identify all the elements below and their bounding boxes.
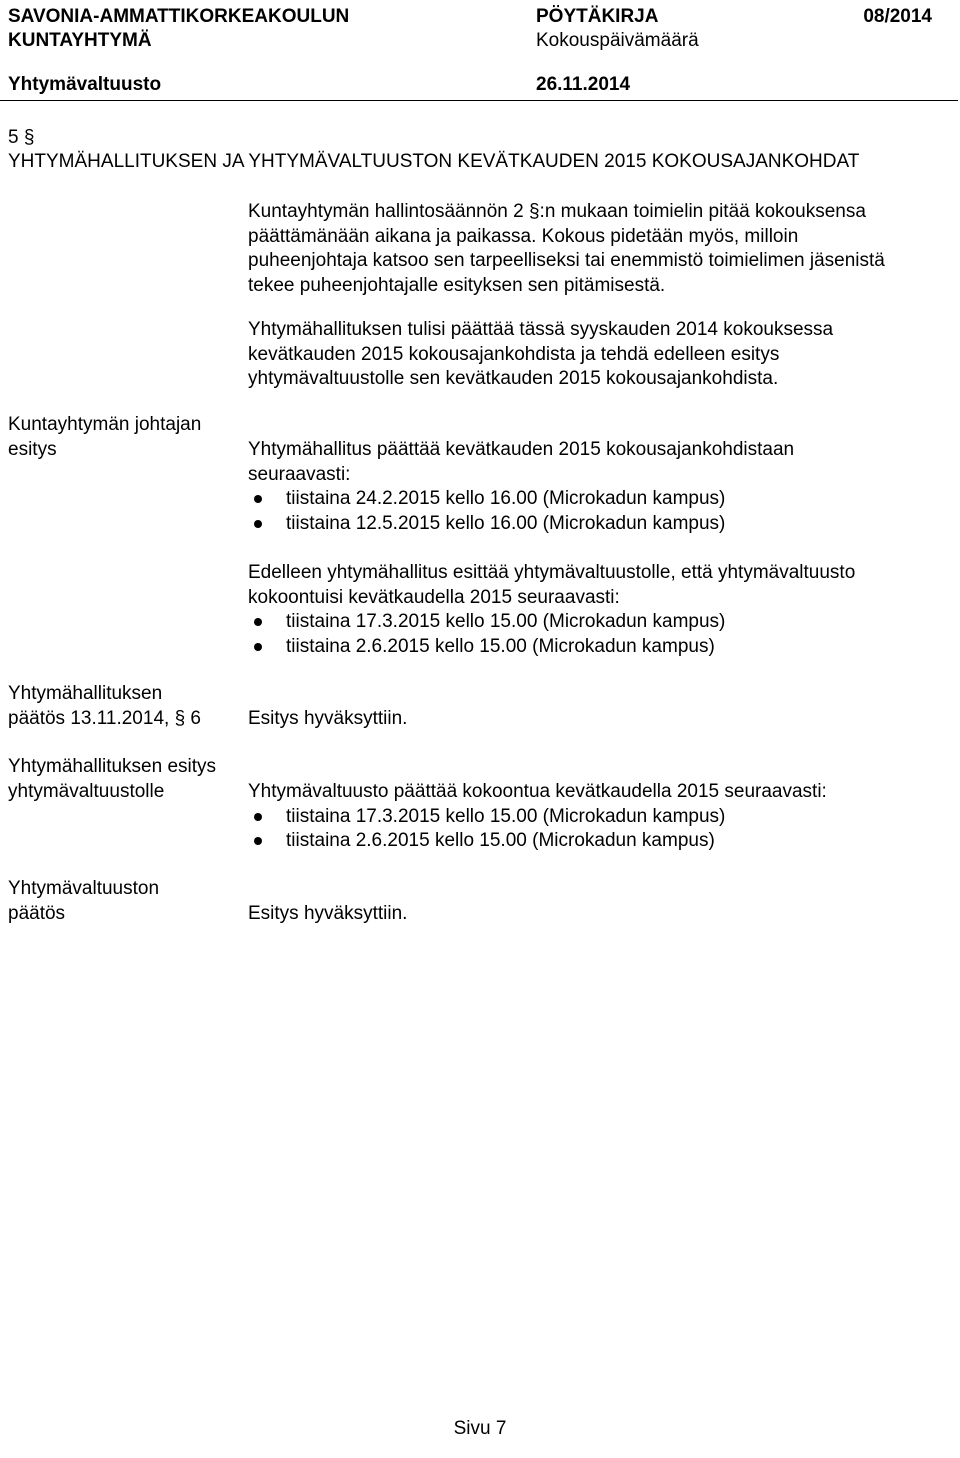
board-decision-text: Esitys hyväksyttiin. <box>248 708 408 729</box>
header-divider <box>0 100 958 101</box>
council-decision-text: Esitys hyväksyttiin. <box>248 903 408 924</box>
document-number: 08/2014 <box>863 6 932 27</box>
text-line: kevätkauden 2015 kokousajankohdista ja tehdä edelleen esitys <box>248 343 780 365</box>
text-line: Kuntayhtymän hallintosäännön 2 §:n mukaan toimielin pitää kokouksensa <box>248 201 866 222</box>
label-line: Yhtymähallituksen <box>8 683 163 704</box>
meeting-date: 26.11.2014 <box>536 74 631 95</box>
board-proposal-paragraph <box>248 780 827 854</box>
text-line: Yhtymähallituksen tulisi päättää tässä syyskauden 2014 kokouksessa <box>248 319 834 340</box>
list-item: tiistaina 12.5.2015 kello 16.00 (Microkadun kampus) <box>248 512 794 537</box>
page-number: Sivu 7 <box>453 1418 507 1439</box>
date-label: Kokouspäivämäärä <box>536 30 699 51</box>
org-name-line1: SAVONIA-AMMATTIKORKEAKOULUN <box>8 6 350 27</box>
org-name-line2: KUNTAYHTYMÄ <box>8 30 152 51</box>
text-line: kokoontuisi kevätkaudella 2015 seuraavasti: <box>248 586 620 608</box>
board-meeting-dates <box>248 487 794 536</box>
list-item: tiistaina 2.6.2015 kello 15.00 (Microkadun kampus) <box>248 829 827 854</box>
text-line: tekee puheenjohtajalle esityksen sen pitämisestä. <box>248 274 666 296</box>
label-line: esitys <box>8 438 57 460</box>
label-line: Yhtymävaltuuston <box>8 878 160 899</box>
label-line: yhtymävaltuustolle <box>8 780 165 802</box>
label-line: päätös <box>8 902 66 924</box>
text-line: päättämänään aikana ja paikassa. Kokous pidetään myös, milloin <box>248 225 799 247</box>
body-name: Yhtymävaltuusto <box>8 74 162 95</box>
label-line: Yhtymähallituksen esitys <box>8 756 217 777</box>
proposal-label <box>8 413 201 462</box>
board-decision-label <box>8 682 201 731</box>
text-line: puheenjohtaja katsoo sen tarpeelliseksi tai enemmistö toimielimen jäsenistä <box>248 250 885 271</box>
label-line: päätös 13.11.2014, § 6 <box>8 707 201 729</box>
label-line: Kuntayhtymän johtajan <box>8 414 202 435</box>
list-item: tiistaina 17.3.2015 kello 15.00 (Microkadun kampus) <box>248 610 855 635</box>
council-decision-label <box>8 877 159 926</box>
board-proposal-label <box>8 755 216 804</box>
section-number: 5 § <box>8 127 35 148</box>
list-item: tiistaina 17.3.2015 kello 15.00 (Microkadun kampus) <box>248 805 827 830</box>
section-title: YHTYMÄHALLITUKSEN JA YHTYMÄVALTUUSTON KEVÄTKAUDEN 2015 KOKOUSAJANKOHDAT <box>8 151 860 172</box>
proposal-paragraph-2 <box>248 561 855 659</box>
list-item: tiistaina 24.2.2015 kello 16.00 (Microkadun kampus) <box>248 487 794 512</box>
text-line: yhtymävaltuustolle sen kevätkauden 2015 kokousajankohdista. <box>248 368 779 389</box>
intro-paragraph-1 <box>248 200 885 298</box>
proposal-paragraph-1 <box>248 438 794 536</box>
list-item: tiistaina 2.6.2015 kello 15.00 (Microkadun kampus) <box>248 635 855 660</box>
text-line: Yhtymävaltuusto päättää kokoontua kevätkaudella 2015 seuraavasti: <box>248 781 827 802</box>
text-line: Edelleen yhtymähallitus esittää yhtymävaltuustolle, että yhtymävaltuusto <box>248 562 856 583</box>
text-line: seuraavasti: <box>248 463 351 485</box>
text-line: Yhtymähallitus päättää kevätkauden 2015 kokousajankohdistaan <box>248 439 795 460</box>
council-meeting-dates <box>248 610 855 659</box>
document-type: PÖYTÄKIRJA <box>536 6 659 27</box>
intro-paragraph-2 <box>248 318 833 392</box>
council-final-dates <box>248 805 827 854</box>
